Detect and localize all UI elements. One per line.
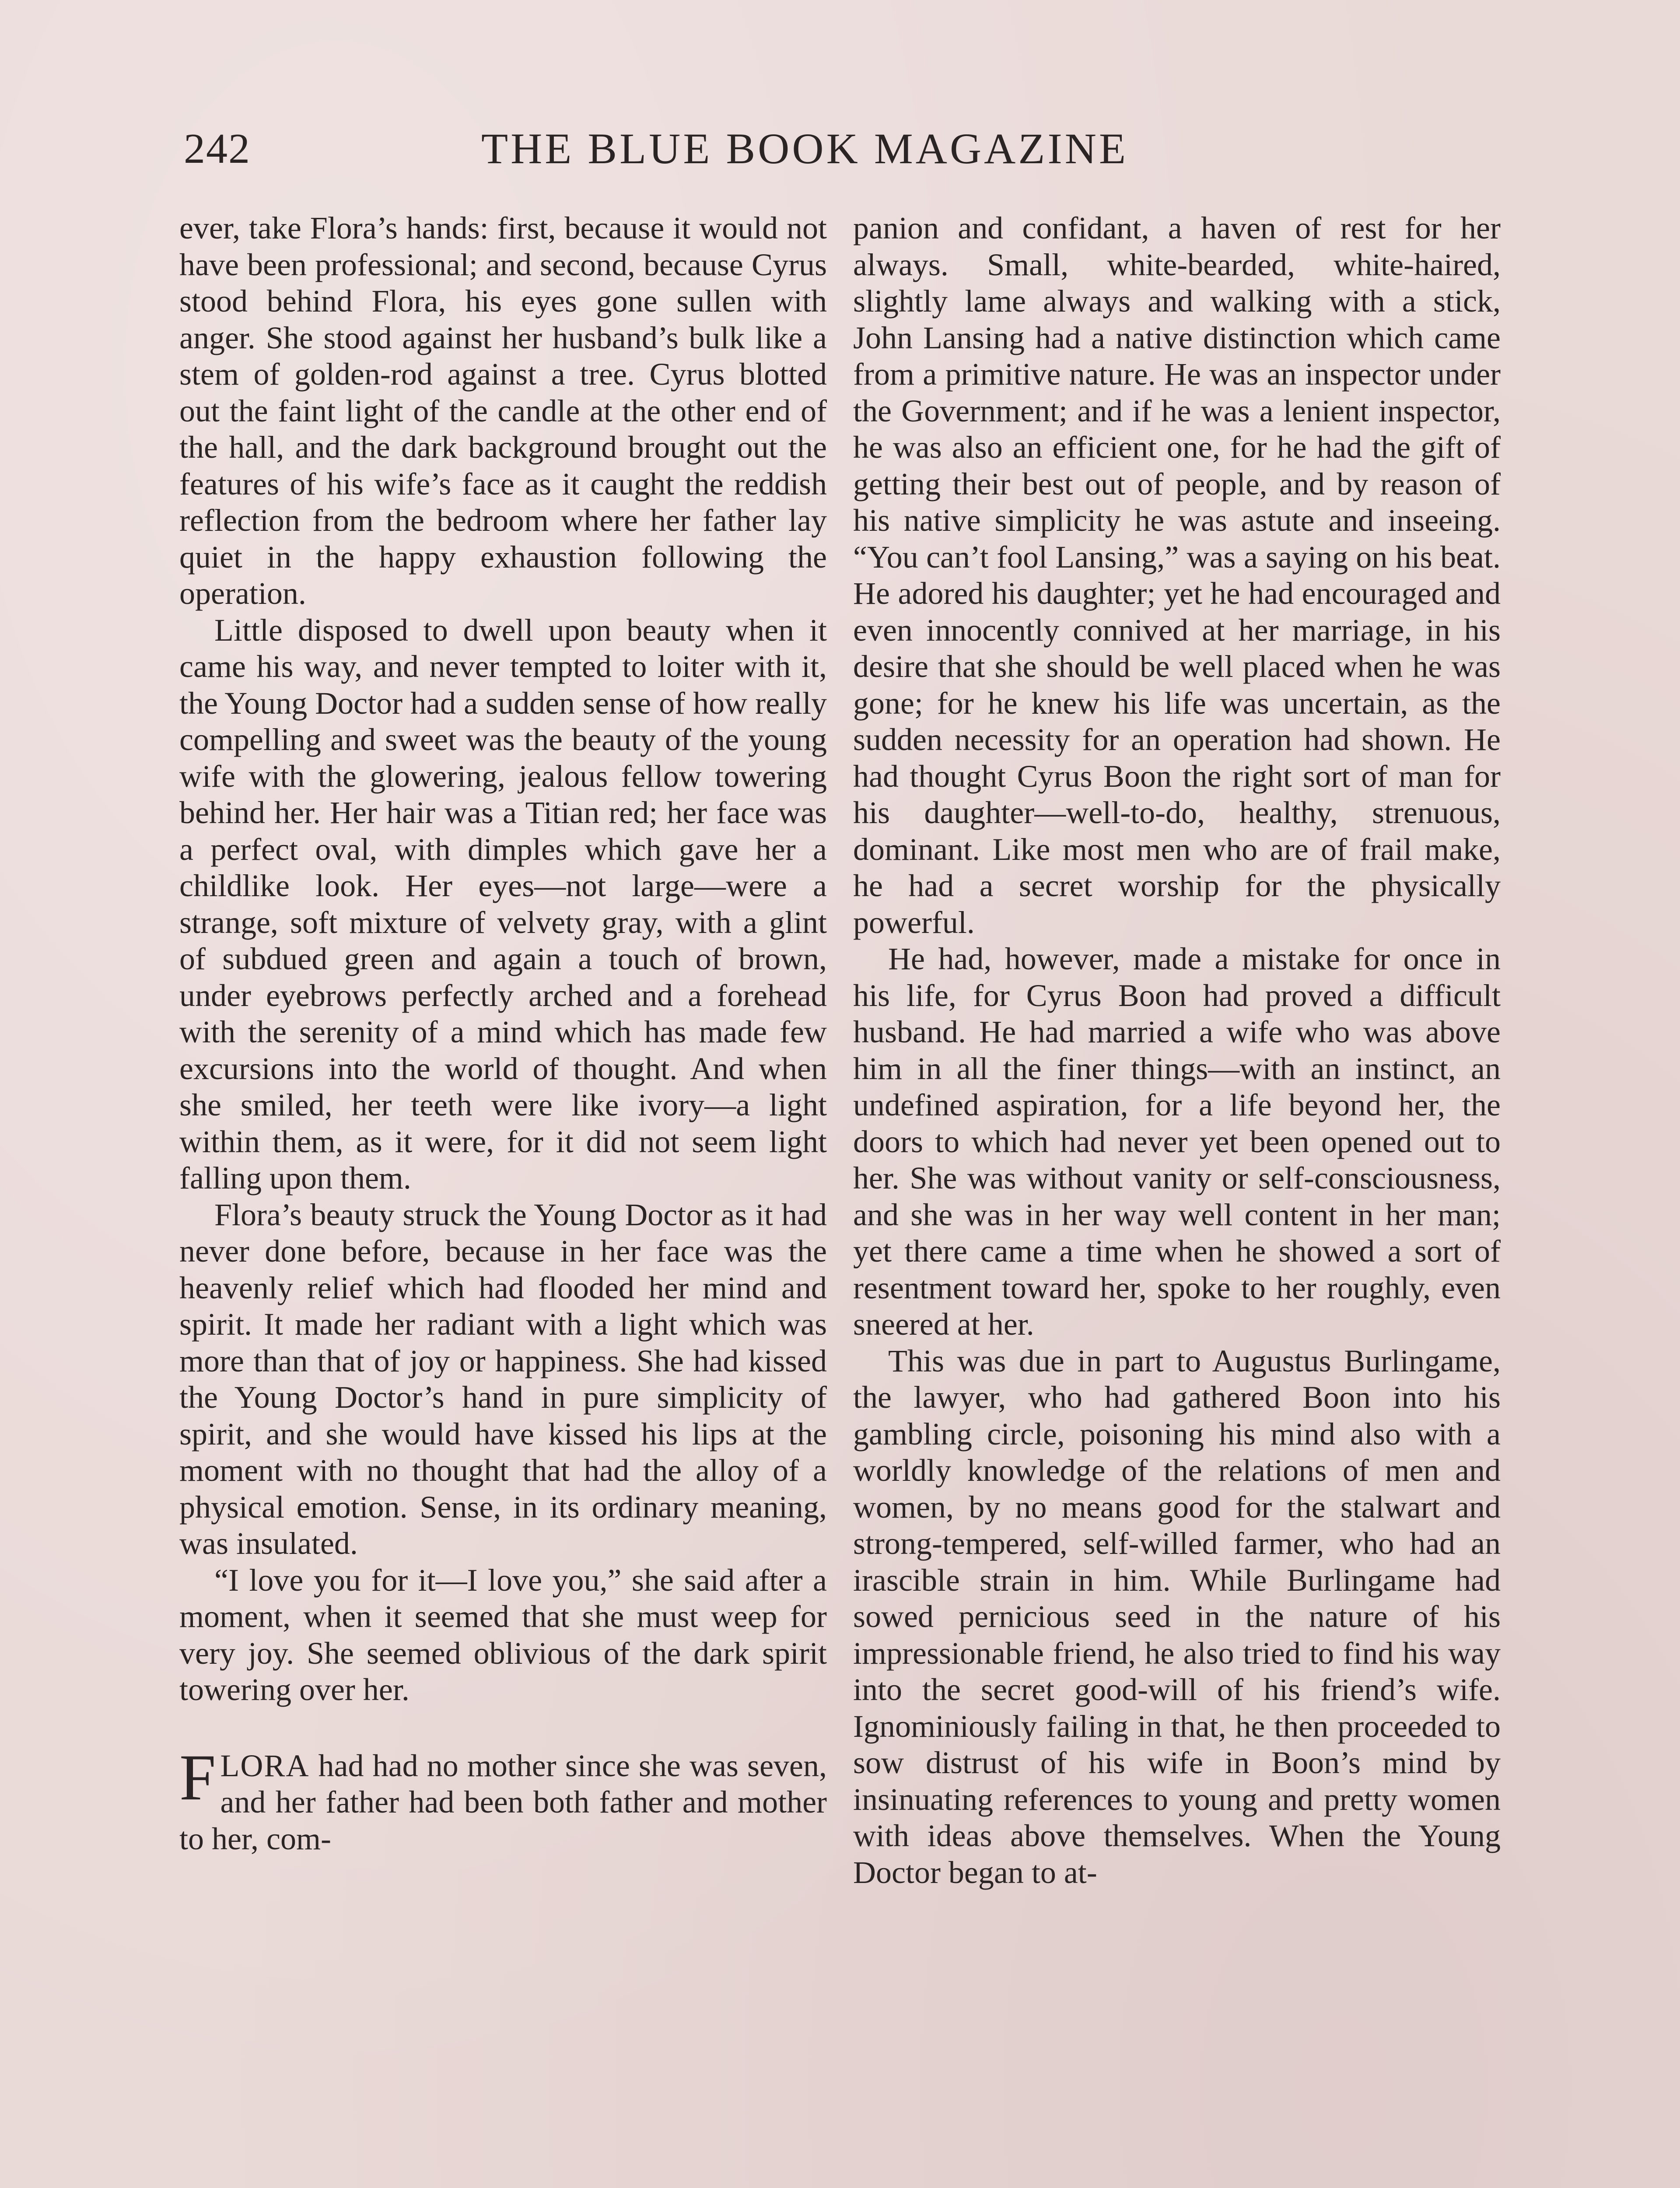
magazine-title: THE BLUE BOOK MAGAZINE <box>481 124 1129 173</box>
left-column <box>179 210 827 1857</box>
paragraph: panion and confidant, a haven of rest for her always. Small, white-bearded, white-haired, slightly lame always and walking with a stick, John Lansing had a native distinction which came from a primitive nature. He was an inspector under the Government; and if he was a lenient inspector, he was also an efficient one, for he had the gift of getting their best out of people, and by reason of his native simplicity he was astute and inseeing. “You can’t fool Lansing,” was a saying on his beat. He adored his daughter; yet he had encouraged and even innocently connived at her marriage, in his desire that she should be well placed when he was gone; for he knew his life was uncertain, as the sudden necessity for an operation had shown. He had thought Cyrus Boon the right sort of man for his daughter—well-to-do, healthy, strenuous, dominant. Like most men who are of frail make, he had a secret worship for the physically powerful. <box>853 210 1501 940</box>
paragraph: Little disposed to dwell upon beauty when it came his way, and never tempted to loiter with it, the Young Doctor had a sudden sense of how really compelling and sweet was the beauty of the young wife with the glowering, jealous fellow towering behind her. Her hair was a Titian red; her face was a perfect oval, with dimples which gave her a childlike look. Her eyes—not large—were a strange, soft mixture of velvety gray, with a glint of subdued green and again a touch of brown, under eyebrows perfectly arched and a forehead with the serenity of a mind which has made few excursions into the world of thought. And when she smiled, her teeth were like ivory—a light within them, as it were, for it did not seem light falling upon them. <box>179 612 827 1196</box>
paragraph: He had, however, made a mistake for once in his life, for Cyrus Boon had proved a difficult husband. He had married a wife who was above him in all the finer things—with an instinct, an undefined aspiration, for a life beyond her, the doors to which had never yet been opened out to her. She was without vanity or self-consciousness, and she was in her way well content in her man; yet there came a time when he showed a sort of resentment toward her, spoke to her roughly, even sneered at her. <box>853 941 1501 1342</box>
page-header <box>184 118 1496 179</box>
drop-cap: F <box>179 1741 216 1814</box>
section-start-paragraph <box>179 1741 827 1858</box>
paragraph-text: had had no mother since she was seven, and her father had been both father and mother to her, com- <box>179 1748 827 1856</box>
paragraph: “I love you for it—I love you,” she said after a moment, when it seemed that she must weep for very joy. She seemed oblivious of the dark spirit towering over her. <box>179 1562 827 1707</box>
right-column <box>853 210 1501 1891</box>
paragraph: ever, take Flora’s hands: first, because it would not have been professional; and second, because Cyrus stood behind Flora, his eyes gone sullen with anger. She stood against her husband’s bulk like a stem of golden-rod against a tree. Cyrus blotted out the faint light of the candle at the other end of the hall, and the dark background brought out the features of his wife’s face as it caught the reddish reflection from the bedroom where her father lay quiet in the happy exhaustion following the operation. <box>179 210 827 611</box>
page-number: 242 <box>184 125 251 172</box>
paragraph: Flora’s beauty struck the Young Doctor as it had never done before, because in her face was the heavenly relief which had flooded her mind and spirit. It made her radiant with a light which was more than that of joy or happiness. She had kissed the Young Doctor’s hand in pure simplicity of spirit, and she would have kissed his lips at the moment with no thought that had the alloy of a physical emotion. Sense, in its ordinary meaning, was insulated. <box>179 1197 827 1561</box>
paragraph: This was due in part to Augustus Burlingame, the lawyer, who had gathered Boon into his gambling circle, poisoning his mind also with a worldly knowledge of the relations of men and women, by no means good for the stalwart and strong-tempered, self-willed farmer, who had an irascible strain in him. While Burlingame had sowed pernicious seed in the nature of his impressionable friend, he also tried to find his way into the secret good-will of his friend’s wife. Ignominiously failing in that, he then proceeded to sow distrust of his wife in Boon’s mind by insinuating references to young and pretty women with ideas above themselves. When the Young Doctor began to at- <box>853 1343 1501 1890</box>
small-caps-word: LORA <box>220 1748 310 1783</box>
